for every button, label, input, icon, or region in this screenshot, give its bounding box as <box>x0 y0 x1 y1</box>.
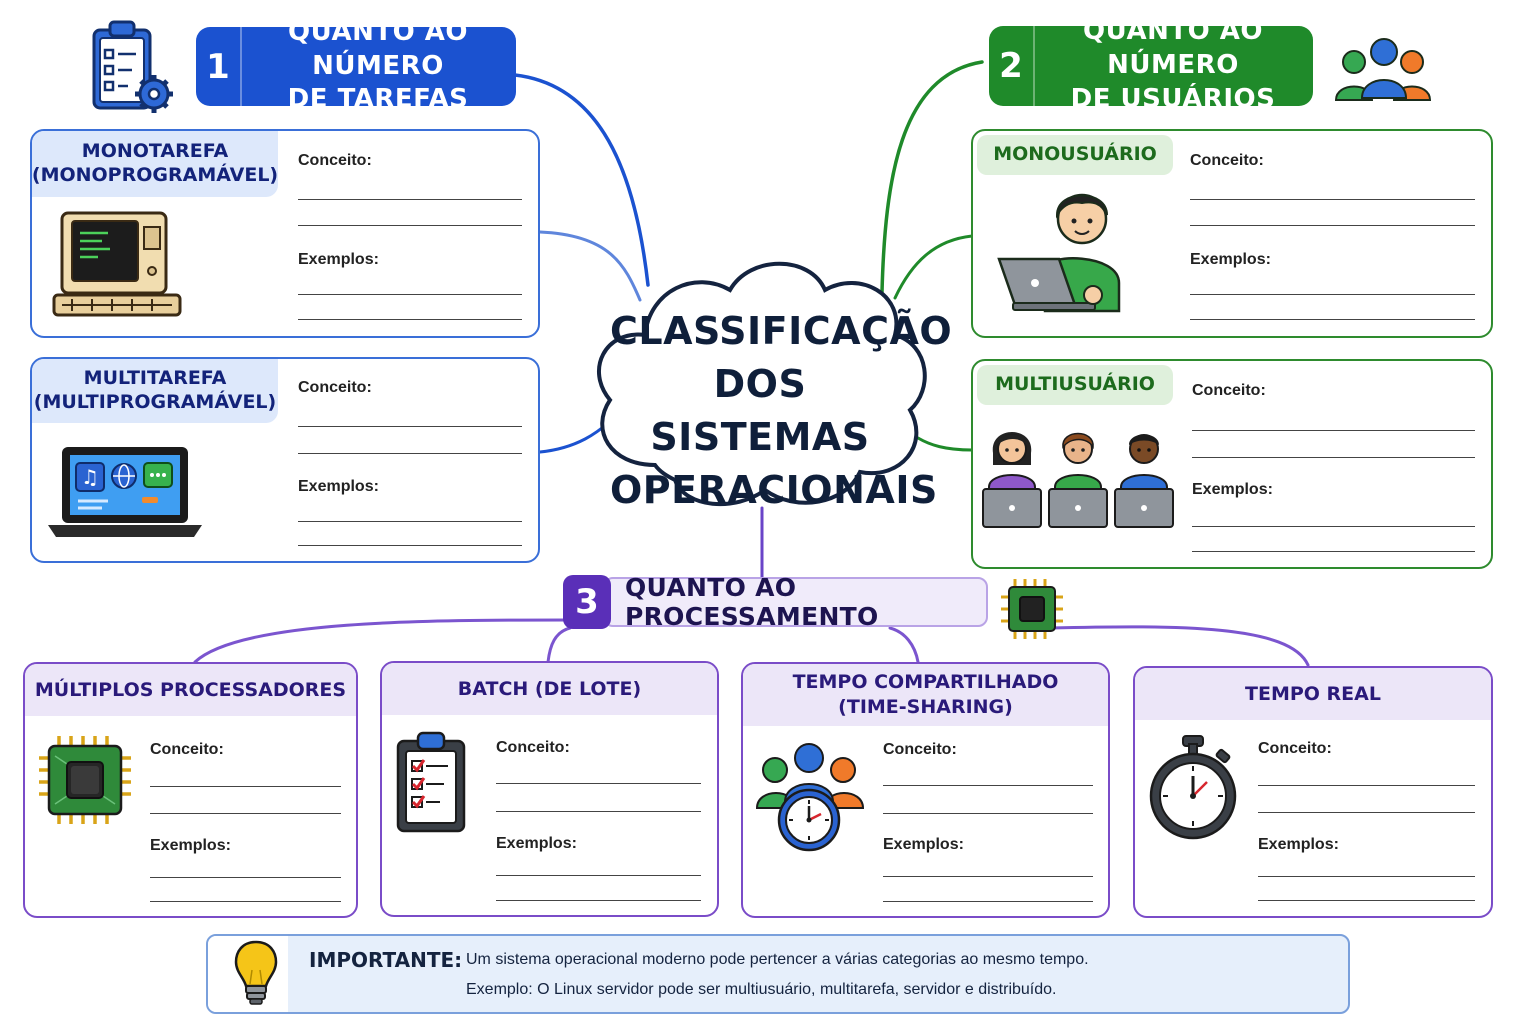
multiplos-processadores-examples-label: Exemplos: <box>150 837 231 854</box>
tempo-real-examples-line[interactable] <box>1258 900 1475 901</box>
monousuario-concept-label: Conceito: <box>1190 152 1264 169</box>
multitarefa-concept-label: Conceito: <box>298 379 372 396</box>
multiplos-processadores-examples-line[interactable] <box>150 901 341 902</box>
laptop-apps-icon <box>46 443 204 539</box>
connector-section3-left <box>195 620 570 662</box>
multiusuario-concept-label: Conceito: <box>1192 382 1266 399</box>
batch-examples-line[interactable] <box>496 900 701 901</box>
connector-section3-right <box>1050 627 1308 665</box>
multiplos-processadores-title: MÚLTIPLOS PROCESSADORES <box>25 664 356 716</box>
monotarefa-examples-line[interactable] <box>298 294 522 295</box>
multiusuario-examples-line[interactable] <box>1192 551 1475 552</box>
tempo-real-examples-label: Exemplos: <box>1258 836 1339 853</box>
multitarefa-examples-label: Exemplos: <box>298 478 379 495</box>
cpu-chip-icon <box>37 734 133 826</box>
center-title <box>610 305 953 517</box>
batch-title: BATCH (DE LOTE) <box>382 663 717 715</box>
batch-examples-label: Exemplos: <box>496 835 577 852</box>
tempo-compartilhado-title-line: TEMPO COMPARTILHADO <box>792 671 1059 694</box>
monousuario-examples-line[interactable] <box>1190 319 1475 320</box>
tempo-compartilhado-examples-line[interactable] <box>883 901 1093 902</box>
clipboard-gear-icon <box>88 18 176 114</box>
section2-title-line: DE USUÁRIOS <box>1070 83 1276 114</box>
tempo-real-concept-label: Conceito: <box>1258 740 1332 757</box>
section2-header <box>989 16 1313 114</box>
tempo-compartilhado-concept-line[interactable] <box>883 785 1093 786</box>
section1-header <box>196 16 516 115</box>
monotarefa-examples-line[interactable] <box>298 319 522 320</box>
tempo-real-title: TEMPO REAL <box>1135 668 1491 720</box>
monousuario-examples-line[interactable] <box>1190 294 1475 295</box>
retro-computer-icon <box>52 209 184 321</box>
multiusuario-title: MULTIUSUÁRIO <box>977 365 1173 405</box>
cpu-chip-icon <box>999 577 1065 641</box>
monousuario-examples-label: Exemplos: <box>1190 251 1271 268</box>
tempo-compartilhado-examples-label: Exemplos: <box>883 836 964 853</box>
monousuario-concept-line[interactable] <box>1190 225 1475 226</box>
monotarefa-examples-label: Exemplos: <box>298 251 379 268</box>
tempo-real-concept-line[interactable] <box>1258 812 1475 813</box>
section1-title-line: DE TAREFAS <box>287 84 469 115</box>
multitarefa-title-line: MULTITAREFA <box>83 367 227 390</box>
connector-section3-timesharing <box>890 628 918 662</box>
monousuario-title: MONOUSUÁRIO <box>977 135 1173 175</box>
light-bulb-icon <box>234 938 278 1008</box>
section3-number: 3 <box>563 575 611 629</box>
batch-concept-line[interactable] <box>496 811 701 812</box>
multiusuario-concept-line[interactable] <box>1192 430 1475 431</box>
important-note <box>206 934 1350 1014</box>
multitarefa-examples-line[interactable] <box>298 521 522 522</box>
tempo-compartilhado-concept-label: Conceito: <box>883 741 957 758</box>
batch-card <box>380 661 719 917</box>
stopwatch-icon <box>1147 734 1239 842</box>
section1-title <box>240 16 516 115</box>
multiusuario-card <box>971 359 1493 569</box>
multiple-users-laptops-icon <box>981 419 1181 529</box>
tempo-compartilhado-concept-line[interactable] <box>883 813 1093 814</box>
section1-title-line: QUANTO AO NÚMERO <box>288 16 468 81</box>
important-text-line2: Exemplo: O Linux servidor pode ser multiusuário, multitarefa, servidor e distribuído. <box>466 981 1057 998</box>
tempo-compartilhado-card <box>741 662 1110 918</box>
batch-examples-line[interactable] <box>496 875 701 876</box>
section3-title: QUANTO AO PROCESSAMENTO <box>625 573 879 631</box>
section3-header <box>563 575 988 629</box>
multitarefa-title-line: (MULTIPROGRAMÁVEL) <box>33 391 277 413</box>
tempo-real-card <box>1133 666 1493 918</box>
multiplos-processadores-concept-line[interactable] <box>150 786 341 787</box>
multitarefa-concept-line[interactable] <box>298 426 522 427</box>
tempo-compartilhado-examples-line[interactable] <box>883 876 1093 877</box>
monousuario-concept-line[interactable] <box>1190 199 1475 200</box>
multiusuario-concept-line[interactable] <box>1192 457 1475 458</box>
multiplos-processadores-concept-label: Conceito: <box>150 741 224 758</box>
center-title-line: OPERACIONAIS <box>610 468 938 512</box>
monotarefa-concept-line[interactable] <box>298 199 522 200</box>
section2-title-line: QUANTO AO NÚMERO <box>1083 16 1263 81</box>
tempo-real-examples-line[interactable] <box>1258 876 1475 877</box>
multiplos-processadores-examples-line[interactable] <box>150 877 341 878</box>
users-clock-icon <box>755 742 865 854</box>
center-title-line: DOS SISTEMAS <box>650 362 870 459</box>
monotarefa-title <box>32 131 278 197</box>
multitarefa-title <box>32 359 278 423</box>
multiplos-processadores-card <box>23 662 358 918</box>
important-text-line1: Um sistema operacional moderno pode pertencer a várias categorias ao mesmo tempo. <box>466 951 1089 968</box>
multiusuario-examples-label: Exemplos: <box>1192 481 1273 498</box>
svg-text:♫: ♫ <box>81 465 99 489</box>
monousuario-card <box>971 129 1493 338</box>
clipboard-checklist-icon <box>394 729 468 835</box>
multitarefa-examples-line[interactable] <box>298 545 522 546</box>
single-user-laptop-icon <box>997 183 1127 313</box>
monotarefa-concept-line[interactable] <box>298 225 522 226</box>
monotarefa-title-line: (MONOPROGRAMÁVEL) <box>31 164 279 186</box>
user-group-icon <box>1334 36 1434 104</box>
monotarefa-title-line: MONOTAREFA <box>81 140 229 163</box>
multitarefa-card <box>30 357 540 563</box>
tempo-compartilhado-title-line: (TIME-SHARING) <box>838 696 1013 718</box>
multiusuario-examples-line[interactable] <box>1192 526 1475 527</box>
section1-number: 1 <box>196 27 242 106</box>
section2-title <box>1033 16 1313 114</box>
batch-concept-label: Conceito: <box>496 739 570 756</box>
section2-number: 2 <box>989 26 1035 106</box>
monotarefa-card <box>30 129 540 338</box>
tempo-real-concept-line[interactable] <box>1258 785 1475 786</box>
multiplos-processadores-concept-line[interactable] <box>150 813 341 814</box>
tempo-compartilhado-title <box>743 664 1108 726</box>
monotarefa-concept-label: Conceito: <box>298 152 372 169</box>
center-title-line: CLASSIFICAÇÃO <box>610 309 953 353</box>
multitarefa-concept-line[interactable] <box>298 453 522 454</box>
connector-section3-batch <box>548 628 570 662</box>
batch-concept-line[interactable] <box>496 783 701 784</box>
important-label: IMPORTANTE: <box>309 948 463 972</box>
